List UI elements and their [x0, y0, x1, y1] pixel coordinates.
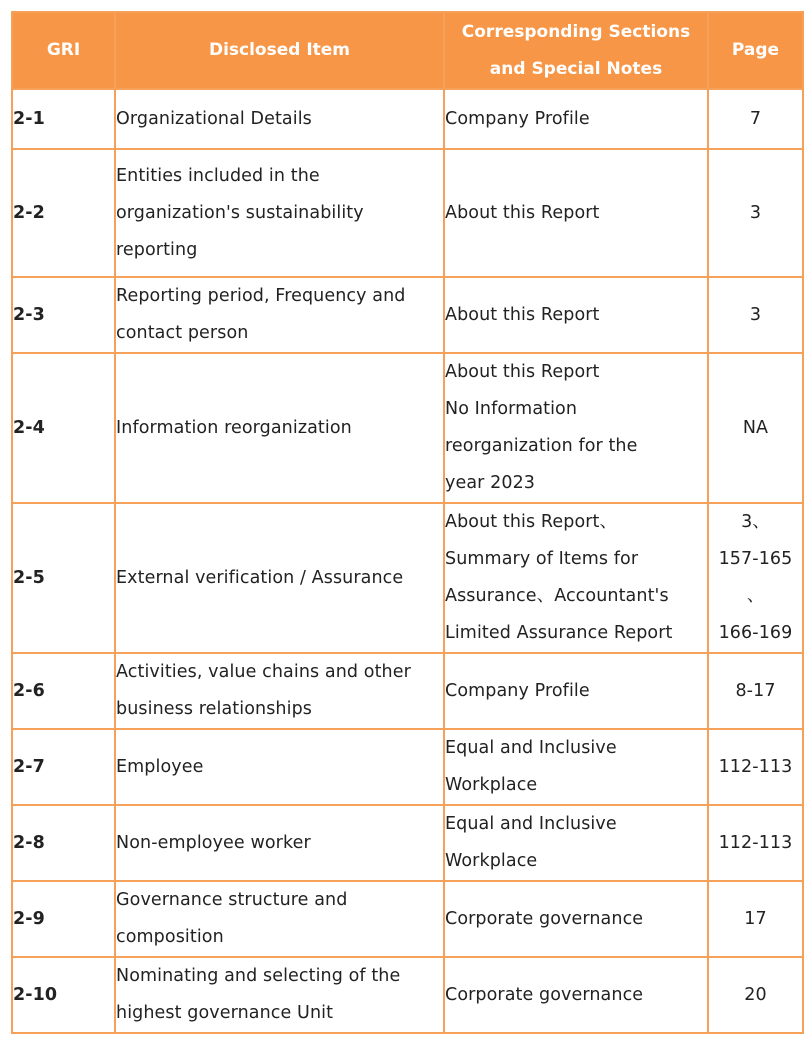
table-row: [12, 353, 803, 503]
sections-cell-line: Corporate governance: [445, 908, 644, 929]
sections-cell-line: About this Report、: [445, 512, 618, 532]
page-cell-line: NA: [742, 417, 769, 438]
sections-cell: [444, 353, 708, 503]
sections-cell: [444, 503, 708, 653]
page-cell-line: 3、: [741, 512, 770, 532]
sections-cell: [444, 89, 708, 149]
disclosed-item-cell: [115, 805, 444, 881]
page-cell-line: 、: [746, 586, 765, 606]
page-cell-line: 17: [744, 908, 767, 929]
sections-cell: [444, 277, 708, 353]
table-row: [12, 881, 803, 957]
sections-cell-line: Limited Assurance Report: [445, 623, 673, 643]
sections-cell-line: year 2023: [445, 473, 536, 493]
sections-cell: [444, 957, 708, 1033]
page-cell: [708, 503, 803, 653]
gri-code-cell: 2-5: [12, 503, 115, 653]
disclosed-item-cell-line: Non-employee worker: [116, 832, 311, 853]
page-cell-line: 3: [749, 202, 762, 223]
page-cell-line: 166-169: [718, 623, 793, 643]
disclosed-item-cell-line: Governance structure and: [116, 890, 348, 910]
sections-cell-line: About this Report: [445, 202, 600, 223]
page-cell: [708, 805, 803, 881]
table-header-row: [12, 12, 803, 89]
disclosed-item-cell-line: reporting: [116, 239, 198, 260]
page-cell-line: 3: [749, 304, 762, 325]
table-row: [12, 503, 803, 653]
page-cell: [708, 729, 803, 805]
sections-cell: [444, 881, 708, 957]
page-cell-line: 157-165: [718, 549, 793, 569]
page-cell-line: 8-17: [735, 680, 776, 701]
gri-code-cell: 2-4: [12, 353, 115, 503]
table-body: [12, 89, 803, 1033]
disclosed-item-cell-line: Reporting period, Frequency and: [116, 286, 406, 306]
header-page: Page: [708, 12, 803, 89]
page-cell: [708, 149, 803, 277]
page-cell: [708, 89, 803, 149]
page-cell-line: 7: [749, 108, 762, 129]
header-sections-line: Corresponding Sections: [461, 21, 691, 42]
disclosed-item-cell-line: highest governance Unit: [116, 1003, 334, 1023]
sections-cell-line: Workplace: [445, 851, 538, 871]
page-cell: [708, 353, 803, 503]
gri-code-cell: 2-1: [12, 89, 115, 149]
disclosed-item-cell-line: business relationships: [116, 699, 313, 719]
header-disclosed-item: Disclosed Item: [115, 12, 444, 89]
sections-cell-line: reorganization for the: [445, 436, 638, 456]
disclosed-item-cell: [115, 149, 444, 277]
sections-cell-line: No Information: [445, 399, 578, 419]
disclosed-item-cell-line: Nominating and selecting of the: [116, 966, 401, 986]
table-row: [12, 149, 803, 277]
gri-code-cell: 2-6: [12, 653, 115, 729]
sections-cell-line: Company Profile: [445, 108, 590, 129]
sections-cell: [444, 729, 708, 805]
page-cell: [708, 957, 803, 1033]
table-row: [12, 89, 803, 149]
header-corresponding-sections: [444, 12, 708, 89]
gri-code-cell: 2-9: [12, 881, 115, 957]
gri-disclosure-table: [11, 11, 804, 1034]
sections-cell: [444, 653, 708, 729]
disclosed-item-cell: [115, 957, 444, 1033]
gri-code-cell: 2-8: [12, 805, 115, 881]
sections-cell-line: Company Profile: [445, 680, 590, 701]
sections-cell: [444, 149, 708, 277]
disclosed-item-cell-line: Information reorganization: [116, 417, 352, 438]
disclosed-item-cell-line: Activities, value chains and other: [116, 662, 411, 682]
disclosed-item-cell: [115, 503, 444, 653]
gri-code-cell: 2-3: [12, 277, 115, 353]
disclosed-item-cell-line: External verification / Assurance: [116, 567, 404, 588]
sections-cell-line: Equal and Inclusive: [445, 738, 617, 758]
page-cell: [708, 653, 803, 729]
sections-cell-line: About this Report: [445, 304, 600, 325]
disclosed-item-cell: [115, 653, 444, 729]
disclosed-item-cell: [115, 729, 444, 805]
disclosed-item-cell-line: Entities included in the: [116, 165, 320, 186]
disclosed-item-cell-line: Employee: [116, 756, 204, 777]
disclosed-item-cell: [115, 881, 444, 957]
sections-cell-line: About this Report: [445, 362, 600, 382]
table-row: [12, 805, 803, 881]
sections-cell-line: Assurance、Accountant's: [445, 586, 669, 606]
sections-cell-line: Equal and Inclusive: [445, 814, 617, 834]
gri-code-cell: 2-2: [12, 149, 115, 277]
page-cell-line: 20: [744, 984, 767, 1005]
sections-cell-line: Summary of Items for: [445, 549, 639, 569]
page-cell: [708, 881, 803, 957]
disclosed-item-cell-line: Organizational Details: [116, 108, 312, 129]
disclosed-item-cell-line: organization's sustainability: [116, 202, 364, 223]
disclosed-item-cell: [115, 89, 444, 149]
page-cell-line: 112-113: [718, 756, 793, 777]
table-row: [12, 729, 803, 805]
table-row: [12, 653, 803, 729]
sections-cell: [444, 805, 708, 881]
disclosed-item-cell-line: composition: [116, 927, 224, 947]
table-row: [12, 957, 803, 1033]
sections-cell-line: Workplace: [445, 775, 538, 795]
page-cell-line: 112-113: [718, 832, 793, 853]
sections-cell-line: Corporate governance: [445, 984, 644, 1005]
table-row: [12, 277, 803, 353]
disclosed-item-cell: [115, 353, 444, 503]
header-gri: GRI: [12, 12, 115, 89]
page-cell: [708, 277, 803, 353]
gri-code-cell: 2-7: [12, 729, 115, 805]
disclosed-item-cell-line: contact person: [116, 323, 249, 343]
gri-code-cell: 2-10: [12, 957, 115, 1033]
header-sections-line: and Special Notes: [489, 58, 663, 79]
disclosed-item-cell: [115, 277, 444, 353]
